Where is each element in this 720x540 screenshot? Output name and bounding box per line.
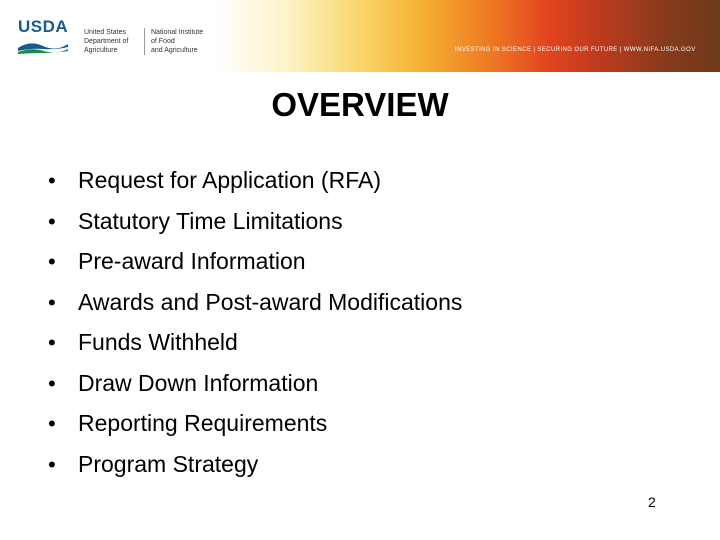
bullet-icon: •: [48, 249, 56, 274]
bullet-icon: •: [48, 330, 56, 355]
list-item-text: Reporting Requirements: [78, 410, 328, 436]
list-item: [48, 160, 462, 201]
list-item-text: Request for Application (RFA): [78, 167, 381, 193]
bullet-icon: •: [48, 208, 56, 234]
list-item: [48, 403, 462, 444]
usda-logo: [18, 18, 68, 56]
list-item: [48, 282, 462, 323]
list-item-text: Pre-award Information: [78, 248, 306, 274]
org-department: United States Department of Agriculture: [84, 29, 129, 54]
page-number: 2: [648, 494, 656, 510]
list-item: [48, 241, 462, 282]
list-item-text: Draw Down Information: [78, 369, 319, 396]
list-item-text: Statutory Time Limitations: [78, 207, 343, 234]
logo-block: [0, 0, 215, 72]
list-item: [48, 444, 462, 485]
bullet-icon: •: [48, 168, 56, 193]
bullet-icon: •: [48, 451, 56, 477]
bullet-icon: •: [48, 289, 56, 315]
bullet-icon: •: [48, 370, 56, 396]
header-banner: [0, 0, 720, 72]
list-item-text: Awards and Post-award Modifications: [78, 288, 463, 315]
org-institute: National Institute of Food and Agriculture: [144, 28, 203, 55]
list-item: [48, 363, 462, 404]
list-item: [48, 201, 462, 242]
list-item-text: Program Strategy: [78, 450, 259, 477]
list-item: [48, 322, 462, 363]
bullet-list: [48, 160, 462, 484]
bullet-icon: •: [48, 411, 56, 436]
usda-logo-text: USDA: [18, 17, 69, 36]
slide-title: OVERVIEW: [271, 86, 449, 123]
usda-landscape-icon: [18, 38, 68, 54]
tagline: INVESTING IN SCIENCE | SECURING OUR FUTURE | WWW.NIFA.USDA.GOV: [455, 47, 696, 53]
list-item-text: Funds Withheld: [78, 329, 238, 355]
